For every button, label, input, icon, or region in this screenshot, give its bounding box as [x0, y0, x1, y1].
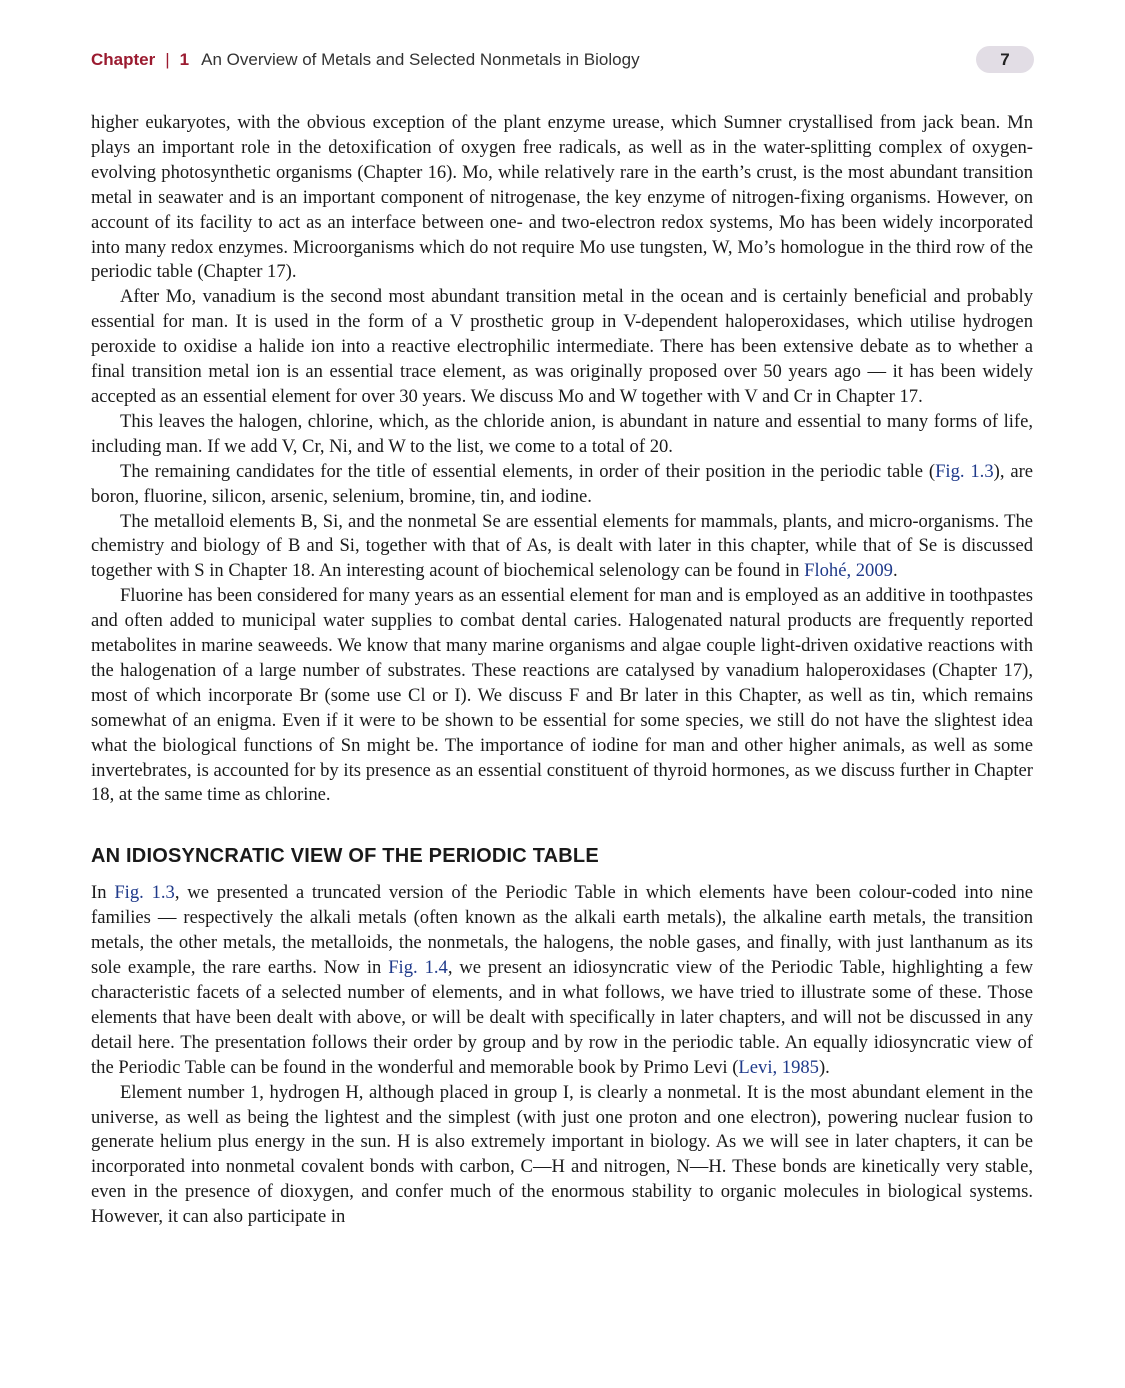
paragraph-4-text-a: The remaining candidates for the title of essential elements, in order of their position in the periodic table ( — [120, 460, 936, 482]
paragraph-5 — [91, 510, 1033, 585]
header-separator: | — [165, 50, 170, 69]
section-heading: AN IDIOSYNCRATIC VIEW OF THE PERIODIC TABLE — [91, 845, 599, 868]
paragraph-1: higher eukaryotes, with the obvious exception of the plant enzyme urease, which Sumner crystallised from jack bean. Mn plays an important role in the detoxification of oxygen free radicals, as well as in the water-splitting complex of oxygen-evolving photosynthetic organisms (Chapter 16). Mo, while relatively rare in the earth’s crust, is the most abundant transition metal in seawater and is an important component of nitrogenase, the key enzyme of nitrogen-fixing organisms. However, on account of its facility to act as an interface between one- and two-electron redox systems, Mo has been widely incorporated into many redox enzymes. Microorganisms which do not require Mo use tungsten, W, Mo’s homologue in the third row of the periodic table (Chapter 17). — [91, 112, 1033, 283]
figure-reference-link[interactable]: Fig. 1.3 — [114, 882, 175, 904]
chapter-number: 1 — [179, 50, 190, 69]
paragraph-4-text-b: ), are boron, fluorine, silicon, arsenic, selenium, bromine, tin, and iodine. — [91, 460, 1034, 507]
page-body — [91, 111, 1033, 1230]
paragraph-4 — [91, 460, 1033, 510]
figure-reference-link[interactable]: Fig. 1.3 — [935, 460, 994, 482]
page-number-badge: 7 — [976, 46, 1034, 73]
paragraph-8: Element number 1, hydrogen H, although placed in group I, is clearly a nonmetal. It is the most abundant element in the universe, as well as being the lightest and the simplest (with just one proton and one electron), powering nuclear fusion to generate helium plus energy in the sun. H is also extremely important in biology. As we will see in later chapters, it can be incorporated into nonmetal covalent bonds with carbon, C—H and nitrogen, N—H. These bonds are kinetically very stable, even in the presence of dioxygen, and confer much of the enormous stability to organic molecules in biological systems. However, it can also participate in — [91, 1081, 1033, 1228]
chapter-label: Chapter — [91, 50, 156, 69]
paragraph-7 — [91, 881, 1033, 1080]
citation-link[interactable]: Levi, 1985 — [738, 1056, 819, 1078]
paragraph-7-text-d: ). — [818, 1056, 830, 1078]
citation-link[interactable]: Flohé, 2009 — [804, 560, 893, 582]
figure-reference-link[interactable]: Fig. 1.4 — [388, 957, 448, 979]
paragraph-7-text-a: In — [91, 882, 115, 904]
paragraph-6: Fluorine has been considered for many years as an essential element for man and is employed as an additive in toothpastes and often added to municipal water supplies to combat dental caries. Halogenated natural products are frequently reported metabolites in marine seaweeds. We know that many marine organisms and algae couple light-driven oxidative reactions with the halogenation of a large number of substrates. These reactions are catalysed by vanadium haloperoxidases (Chapter 17), most of which incorporate Br (some use Cl or I). We discuss F and Br later in this Chapter, as well as tin, which remains somewhat of an enigma. Even if it were to be shown to be essential for some species, we still do not have the slightest idea what the biological functions of Sn might be. The importance of iodine for man and other higher animals, as well as some invertebrates, is accounted for by its presence as an essential constituent of thyroid hormones, as we discuss further in Chapter 18, at the same time as chlorine. — [91, 585, 1033, 806]
paragraph-5-text-a: The metalloid elements B, Si, and the nonmetal Se are essential elements for mammals, plants, and micro-organisms. The chemistry and biology of B and Si, together with that of As, is dealt with later in this chapter, while that of Se is discussed together with S in Chapter 18. An interesting acount of biochemical selenology can be found in — [91, 510, 1033, 582]
paragraph-2: After Mo, vanadium is the second most abundant transition metal in the ocean and is certainly beneficial and probably essential for man. It is used in the form of a V prosthetic group in V-dependent haloperoxidases, which utilise hydrogen peroxide to oxidise a halide ion into a reactive electrophilic intermediate. There has been extensive debate as to whether a final transition metal ion is an essential trace element, as was originally proposed over 50 years ago — it has been widely accepted as an essential element for over 30 years. We discuss Mo and W together with V and Cr in Chapter 17. — [91, 286, 1033, 407]
paragraph-5-text-b: . — [892, 560, 898, 582]
running-header — [91, 44, 1034, 76]
chapter-title: An Overview of Metals and Selected Nonmetals in Biology — [201, 50, 640, 69]
paragraph-7-text-b: , we presented a truncated version of the Periodic Table in which elements have been colour-coded into nine families — respectively the alkali metals (often known as the alkali earth metals), the alkaline earth metals, the transition metals, the other metals, the metalloids, the nonmetals, the halogens, the noble gases, and finally, with just lanthanum as its sole example, the rare earths. Now in — [91, 882, 1034, 979]
paragraph-3: This leaves the halogen, chlorine, which, as the chloride anion, is abundant in nature and essential to many forms of life, including man. If we add V, Cr, Ni, and W to the list, we come to a total of 20. — [91, 410, 1033, 457]
paragraph-7-text-c: , we present an idiosyncratic view of the Periodic Table, highlighting a few characteristic facets of a selected number of elements, and in what follows, we have tried to illustrate some of these. Those elements that have been dealt with above, or will be dealt with specifically in later chapters, and will not be discussed in any detail here. The presentation follows their order by group and by row in the periodic table. An equally idiosyncratic view of the Periodic Table can be found in the wonderful and memorable book by Primo Levi ( — [91, 957, 1034, 1078]
